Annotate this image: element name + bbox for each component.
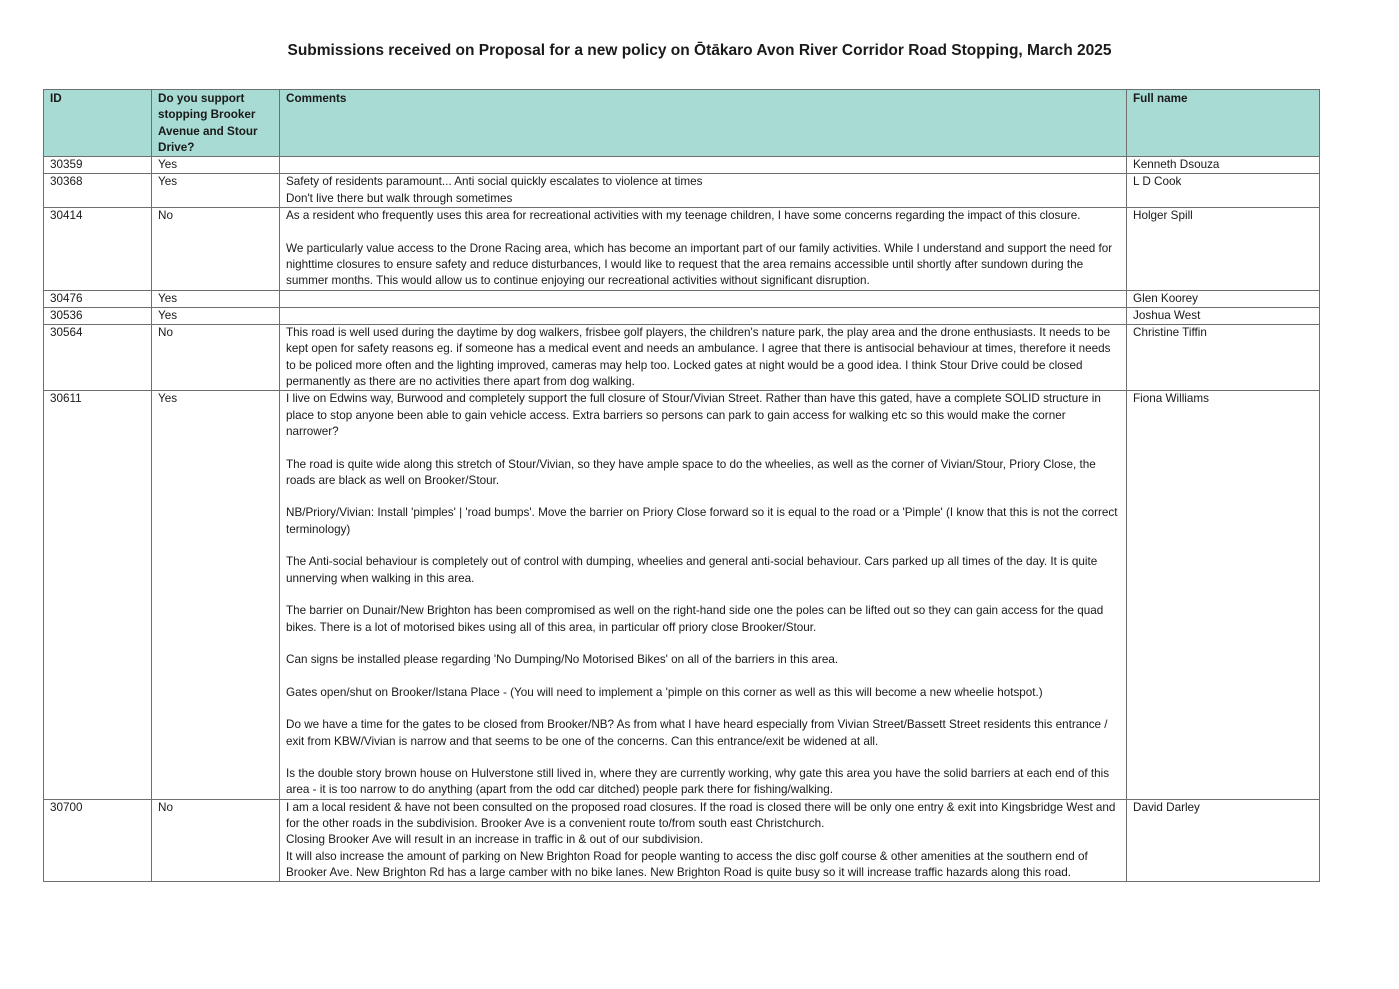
comment-paragraph: NB/Priory/Vivian: Install 'pimples' | 'road bumps'. Move the barrier on Priory Close forward so it is equal to the road or a 'Pimple' (I know that this is not the correct terminology) (286, 506, 1118, 536)
table-row (44, 391, 1320, 799)
table-row (44, 290, 1320, 307)
comment-line: Closing Brooker Ave will result in an increase in traffic in & out of our subdivision. (286, 833, 704, 847)
cell-comments (280, 307, 1127, 324)
comment-paragraph: The Anti-social behaviour is completely out of control with dumping, wheelies and general anti-social behaviour. Cars parked up all times of the day. It is quite unnerving when walking in this area. (286, 555, 1098, 585)
comment-paragraph: The barrier on Dunair/New Brighton has been compromised as well on the right-hand side one the poles can be lifted out so they can gain access for the quad bikes. There is a lot of motorised bikes using all of this area, in particular off priory close Brooker/Stour. (286, 604, 1104, 634)
cell-id: 30611 (44, 391, 152, 799)
comment-paragraph: We particularly value access to the Drone Racing area, which has become an important part of our family activities. While I understand and support the need for nighttime closures to ensure safety and reduce disturbances, I would like to request that the area remains accessible until shortly after sundown during the summer months. This would allow us to continue enjoying our recreational activities without significant disruption. (286, 241, 1113, 288)
cell-support: Yes (152, 307, 280, 324)
cell-support: No (152, 208, 280, 290)
header-row (44, 90, 1320, 157)
comment-paragraph: Can signs be installed please regarding 'No Dumping/No Motorised Bikes' on all of the barriers in this area. (286, 653, 839, 667)
comment-paragraph: Do we have a time for the gates to be closed from Brooker/NB? As from what I have heard especially from Vivian Street/Bassett Street residents this entrance / exit from KBW/Vivian is narrow and that seems to be one of the concerns. Can this entrance/exit be widened at all. (286, 718, 1108, 748)
document-title: Submissions received on Proposal for a new policy on Ōtākaro Avon River Corridor Road Stopping, March 2025 (287, 42, 1112, 59)
submissions-table (43, 89, 1320, 882)
comment-line: Don't live there but walk through sometimes (286, 191, 513, 205)
comment-paragraph: Is the double story brown house on Hulverstone still lived in, where they are currently working, why gate this area you have the solid barriers at each end of this area - it is too narrow to do anything (apart from the odd car ditched) people park there for fishing/walking. (286, 767, 1110, 797)
cell-id: 30536 (44, 307, 152, 324)
cell-full-name: Christine Tiffin (1127, 325, 1320, 391)
cell-id: 30414 (44, 208, 152, 290)
cell-support: Yes (152, 290, 280, 307)
table-row (44, 325, 1320, 391)
comment-line: I am a local resident & have not been consulted on the proposed road closures. If the road is closed there will be only one entry & exit into Kingsbridge West and for the other roads in the subdivision. Brooker Ave is a convenient route to/from south east Christchurch. (286, 800, 1116, 831)
cell-full-name: L D Cook (1127, 174, 1320, 208)
header-full-name: Full name (1127, 90, 1320, 157)
header-support: Do you support stopping Brooker Avenue and Stour Drive? (152, 90, 280, 157)
cell-full-name: Kenneth Dsouza (1127, 157, 1320, 174)
table-row (44, 174, 1320, 208)
cell-full-name: David Darley (1127, 799, 1320, 881)
table-row (44, 157, 1320, 174)
comment-line: Safety of residents paramount... Anti social quickly escalates to violence at times (286, 175, 703, 189)
cell-support: Yes (152, 391, 280, 799)
cell-id: 30368 (44, 174, 152, 208)
cell-comments (280, 325, 1127, 391)
cell-support: Yes (152, 174, 280, 208)
comment-paragraph (286, 800, 1121, 881)
cell-full-name: Holger Spill (1127, 208, 1320, 290)
comment-paragraph: The road is quite wide along this stretch of Stour/Vivian, so they have ample space to do the wheelies, as well as the corner of Vivian/Stour, Priory Close, the roads are black as well on Brooker/Stour. (286, 457, 1096, 487)
cell-full-name: Glen Koorey (1127, 290, 1320, 307)
cell-support: Yes (152, 157, 280, 174)
cell-id: 30476 (44, 290, 152, 307)
table-row (44, 208, 1320, 290)
cell-comments (280, 157, 1127, 174)
table-row (44, 307, 1320, 324)
header-id: ID (44, 90, 152, 157)
cell-support: No (152, 325, 280, 391)
cell-comments (280, 290, 1127, 307)
cell-id: 30564 (44, 325, 152, 391)
table-row (44, 799, 1320, 881)
comment-paragraph: Gates open/shut on Brooker/Istana Place - (You will need to implement a 'pimple on this corner as well as this will become a new wheelie hotspot.) (286, 685, 1043, 699)
cell-comments (280, 208, 1127, 290)
cell-full-name: Joshua West (1127, 307, 1320, 324)
comment-paragraph: As a resident who frequently uses this area for recreational activities with my teenage children, I have some concerns regarding the impact of this closure. (286, 209, 1081, 223)
cell-comments (280, 174, 1127, 208)
comment-line: It will also increase the amount of parking on New Brighton Road for people wanting to access the disc golf course & other amenities at the southern end of Brooker Ave. New Brighton Rd has a large camber with no bike lanes. New Brighton Road is quite busy so it will increase traffic hazards along this road. (286, 849, 1088, 879)
cell-comments (280, 391, 1127, 799)
cell-comments (280, 799, 1127, 881)
comment-paragraph: This road is well used during the daytime by dog walkers, frisbee golf players, the children's nature park, the play area and the drone enthusiasts. It needs to be kept open for safety reasons eg. if someone has a medical event and needs an ambulance. I agree that there is antisocial behaviour at times, therefore it needs to be policed more often and the lighting improved, cameras may help too. Locked gates at night would be a good idea. I think Stour Drive could be closed permanently as there are no activities there apart from dog walking. (286, 326, 1111, 389)
comment-paragraph: I live on Edwins way, Burwood and completely support the full closure of Stour/Vivian Street. Rather than have this gated, have a complete SOLID structure in place to stop anyone been able to gain vehicle access. Extra barriers so persons can park to gain access for walking etc so this would make the corner narrower? (286, 392, 1101, 438)
table-body (44, 157, 1320, 882)
table-header (44, 90, 1320, 157)
cell-support: No (152, 799, 280, 881)
header-comments: Comments (280, 90, 1127, 157)
comment-paragraph (286, 174, 1121, 207)
cell-id: 30359 (44, 157, 152, 174)
cell-full-name: Fiona Williams (1127, 391, 1320, 799)
cell-id: 30700 (44, 799, 152, 881)
